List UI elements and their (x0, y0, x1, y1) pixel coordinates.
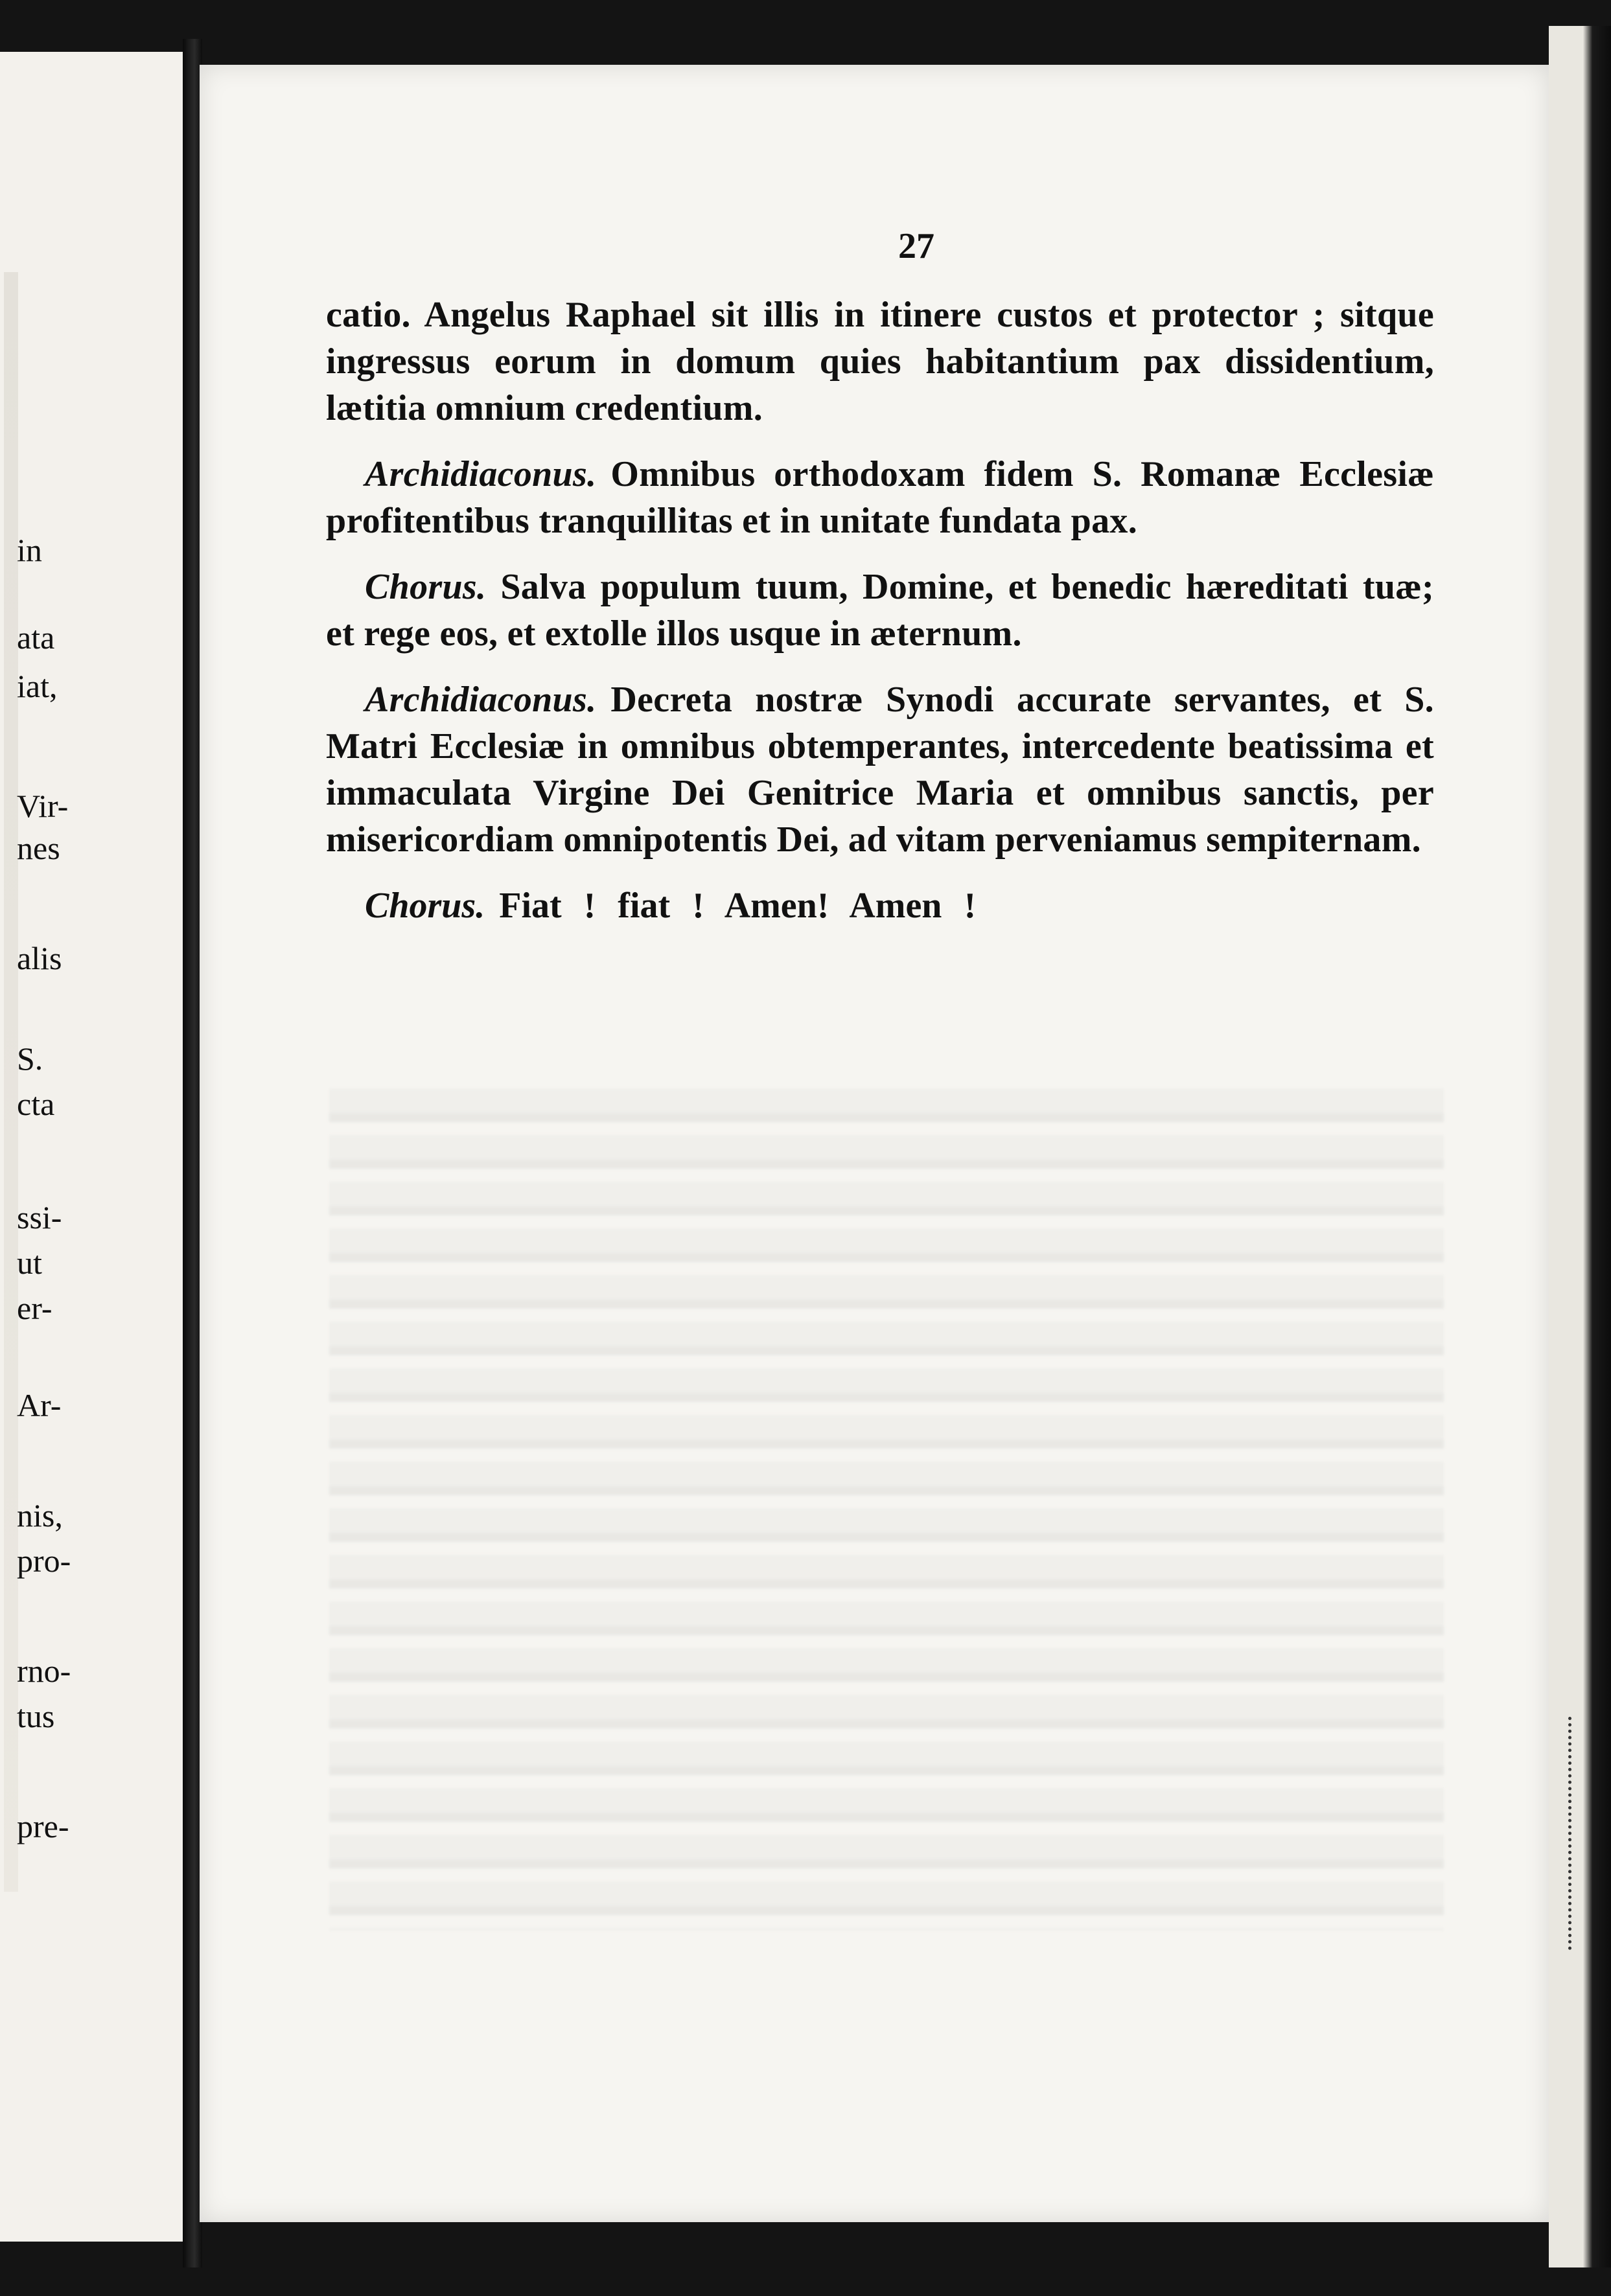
page-body (326, 292, 1434, 929)
paragraph (326, 564, 1434, 657)
facing-page-fragment: S. (17, 1040, 43, 1077)
facing-page-shadow (4, 272, 18, 1892)
facing-page-fragment: tus (17, 1698, 55, 1734)
facing-page (0, 52, 183, 2242)
paragraph-text: Omnibus orthodoxam fidem S. Romanæ Ecclesiæ profitentibus tranquillitas et in unitate fundata pax. (326, 454, 1434, 541)
paragraph-text: Decreta nostræ Synodi accurate servantes, et S. Matri Ecclesiæ in omnibus obtemperantes, intercedente beatissima et immaculata Virgine Dei Genitrice Maria et omnibus sanctis, per misericordiam omnipotentis Dei, ad vitam perveniamus sempiternam. (326, 680, 1434, 860)
paragraph (326, 451, 1434, 544)
paragraph-text: Salva populum tuum, Domine, et benedic hæreditati tuæ; et rege eos, et extolle illos usque in æternum. (326, 567, 1434, 654)
facing-page-fragment: Ar- (17, 1387, 62, 1423)
facing-page-fragment: ata (17, 619, 55, 656)
facing-page-fragment: ssi- (17, 1199, 62, 1235)
facing-page-fragment: alis (17, 940, 62, 976)
facing-page-fragment: rno- (17, 1653, 71, 1689)
scan-edge-marks (1568, 1717, 1578, 1950)
closing-response (326, 882, 1434, 929)
response-text: Fiat ! fiat ! Amen! Amen ! (499, 886, 977, 926)
facing-page-fragment: nis, (17, 1497, 63, 1533)
show-through-text (329, 1088, 1444, 1931)
facing-page-fragment: pre- (17, 1808, 69, 1844)
facing-page-fragment: ut (17, 1245, 42, 1281)
paragraph-text: catio. Angelus Raphael sit illis in itinere custos et protector ; sitque ingressus eorum in domum quies habitantium pax dissidentium, lætitia omnium credentium. (326, 295, 1434, 428)
book-page (200, 65, 1549, 2222)
paragraph (326, 676, 1434, 863)
facing-page-fragment: iat, (17, 668, 58, 704)
speaker-label: Archidiaconus. (365, 454, 597, 494)
speaker-label: Archidiaconus. (365, 680, 597, 720)
page-number: 27 (898, 226, 934, 266)
facing-page-fragment: er- (17, 1290, 52, 1326)
facing-page-fragment: nes (17, 830, 60, 866)
speaker-label: Chorus. (365, 567, 487, 607)
facing-page-fragment: pro- (17, 1543, 71, 1579)
facing-page-fragment: in (17, 532, 42, 568)
facing-page-fragment: cta (17, 1086, 55, 1122)
speaker-label: Chorus. (365, 886, 485, 926)
paragraph (326, 292, 1434, 431)
next-page-edge (1549, 26, 1611, 2267)
facing-page-fragment: Vir- (17, 788, 69, 824)
